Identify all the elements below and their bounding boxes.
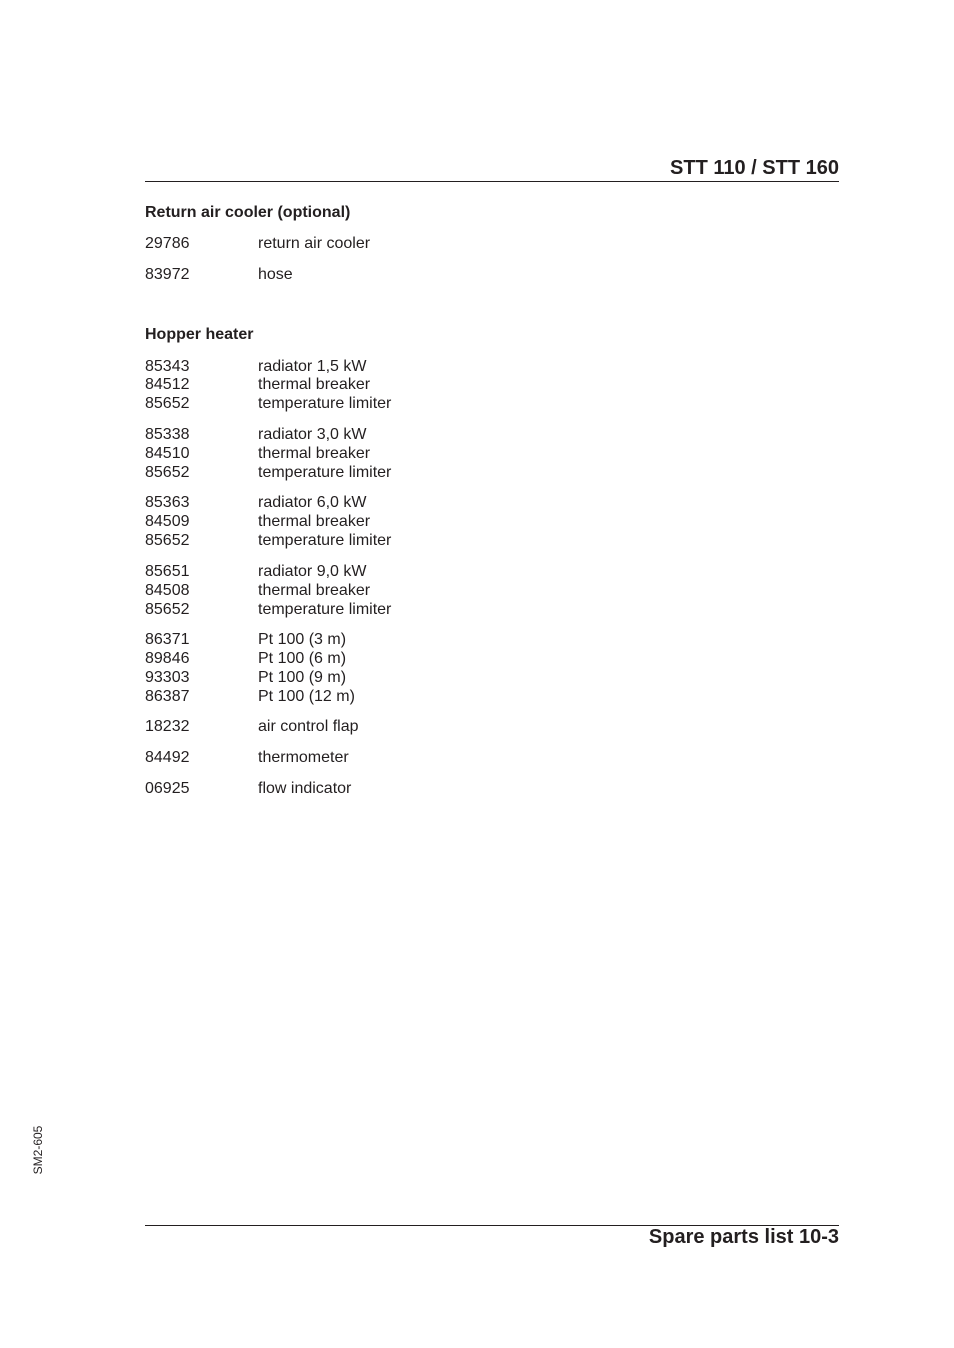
part-description: temperature limiter <box>258 464 392 481</box>
part-number: 84509 <box>145 513 190 530</box>
part-number: 29786 <box>145 235 190 252</box>
part-description: thermal breaker <box>258 376 371 393</box>
part-number: 85343 <box>145 358 190 375</box>
part-description: Pt 100 (9 m) <box>258 669 347 686</box>
header-divider <box>145 181 839 182</box>
part-number: 86371 <box>145 631 190 648</box>
part-number: 85652 <box>145 464 190 481</box>
part-description: thermal breaker <box>258 445 371 462</box>
part-description: return air cooler <box>258 235 371 252</box>
part-number: 85652 <box>145 395 190 412</box>
part-description: Pt 100 (12 m) <box>258 688 355 705</box>
section-heading-return-air-cooler: Return air cooler (optional) <box>145 204 351 221</box>
page-footer-title: Spare parts list 10-3 <box>648 1226 839 1248</box>
part-number: 84510 <box>145 445 190 462</box>
part-description: flow indicator <box>258 780 352 797</box>
part-description: Pt 100 (3 m) <box>258 631 347 648</box>
part-description: radiator 1,5 kW <box>258 358 367 375</box>
part-number: 84492 <box>145 749 190 766</box>
part-number: 85651 <box>145 563 190 580</box>
part-description: thermal breaker <box>258 513 371 530</box>
part-number: 86387 <box>145 688 190 705</box>
document-code: SM2-605 <box>31 1125 45 1175</box>
part-description: radiator 9,0 kW <box>258 563 367 580</box>
part-number: 85363 <box>145 494 190 511</box>
part-description: radiator 3,0 kW <box>258 426 367 443</box>
part-number: 93303 <box>145 669 190 686</box>
part-description: temperature limiter <box>258 601 392 618</box>
part-description: thermal breaker <box>258 582 371 599</box>
part-number: 06925 <box>145 780 190 797</box>
part-number: 85652 <box>145 601 190 618</box>
part-description: hose <box>258 266 293 283</box>
part-description: radiator 6,0 kW <box>258 494 367 511</box>
part-description: temperature limiter <box>258 532 392 549</box>
page-header-title: STT 110 / STT 160 <box>670 157 839 179</box>
part-number: 85338 <box>145 426 190 443</box>
part-description: Pt 100 (6 m) <box>258 650 347 667</box>
part-number: 83972 <box>145 266 190 283</box>
part-number: 84508 <box>145 582 190 599</box>
section-heading-hopper-heater: Hopper heater <box>145 326 254 343</box>
part-description: temperature limiter <box>258 395 392 412</box>
part-description: thermometer <box>258 749 349 766</box>
part-number: 89846 <box>145 650 190 667</box>
part-description: air control flap <box>258 718 359 735</box>
part-number: 18232 <box>145 718 190 735</box>
part-number: 84512 <box>145 376 190 393</box>
part-number: 85652 <box>145 532 190 549</box>
